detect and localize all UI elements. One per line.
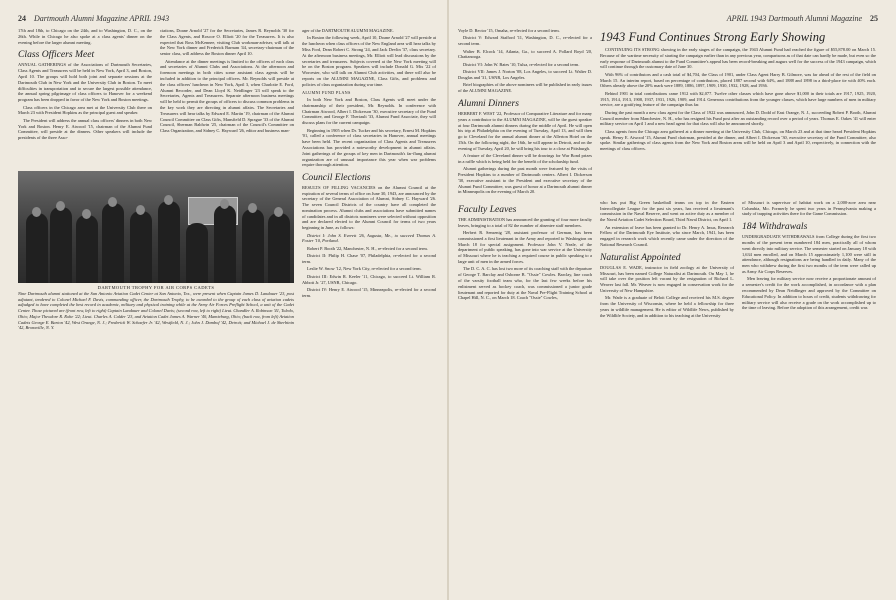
paragraph: District II: Philip H. Chase '07, Philadelphia, re-elected for a second term. (302, 253, 436, 265)
photo-caption-title: DARTMOUTH TROPHY FOR AIR CORPS CADETS (97, 284, 215, 290)
running-head-text-left: Dartmouth Alumni Magazine APRIL 1943 (34, 14, 170, 23)
subheading-alumni-fund-plans: ALUMNI FUND PLANS (302, 89, 351, 95)
paragraph: UNDERGRADUATE WITHDRAWALS from College during the first two months of the present term numbered 184 men, practically all of whom went directly into military service. The semester started on January 18 with 1,634 men enrolled, and on March 15 approximately 1,100 were still in attendance, although resignations are being handled in daily. Many of the men who withdrew during the first two months of the term were called up as Army Air Corps Reserves. (742, 234, 876, 275)
fund-article (600, 28, 876, 197)
paragraph: HERBERT F. WEST '22, Professor of Comparative Literature and for many years a contributor to the ALUMNI MAGAZINE, will be the guest speaker at four Dartmouth alumni dinners during the middle of April. He will open his trip at Philadelphia on the evening of Tuesday, April 13, and will then go to Cleveland for the annual alumni dinner at the Allerton Hotel on the 15th. On the following night, the 16th, he will appear in Detroit, and on the evening of Tuesday, April 20, he will bring his tour to a close at Pittsburgh. (458, 110, 592, 151)
paragraph: Behind 1901 in total contributions came 1912 with $2,077. Twelve other classes which have gone above $1,000 in their totals are 1917, 1925, 1920, 1915, 1914, 1913, 1908, 1937, 1931, 1926, 1909, and 1914. Generous contributions from the younger classes, which have large numbers of men in military service, are a gratifying feature of the campaign thus far. (600, 90, 876, 108)
photo-block (18, 168, 294, 332)
right-col-1 (458, 28, 592, 197)
paragraph: THE ADMINISTRATION has announced the granting of four more faculty leaves, bringing to a total of 82 the number of absentee staff members. (458, 216, 592, 228)
paragraph: Class agents from the Chicago area gathered at a dinner meeting at the University Club, Chicago, on March 23 and at that time heard President Hopkins speak. Henry E. Atwood '15, Alumni Fund chairman, presided at the dinner, and Albert I. Dickerson '30, executive secretary of the Fund Committee, also spoke. Similar gatherings of class agents from the New York and Boston areas will be held on April 3 and April 10, respectively, in connection with the meetings of class officers. (600, 128, 876, 152)
paragraph: District I: John S. Everett '26, Augusta, Me., to succeed Thomas A. Foster '10, Portland. (302, 232, 436, 244)
page-number-right: 25 (870, 14, 878, 23)
right-col-3 (600, 200, 734, 320)
left-col-1 (18, 28, 152, 170)
paragraph: In both New York and Boston, Class Agents will meet under the chairmanship of their president, Mr. Reynolds. In conference with Chairman Atwood, Albert I. Dickerson '30, executive secretary of the Fund Committee, and George F. Theriault '33, Alumni Fund Associate, they will discuss plans for the current campaign. (302, 96, 436, 126)
left-col-3 (302, 28, 436, 170)
faculty-col (458, 200, 592, 320)
paragraph: CONTINUING ITS STRONG showing in the early stages of the campaign, the 1943 Alumni Fund had reached the figure of $55,878.00 on March 15. Because of the wartime necessity of starting the campaign earlier than in any previous year, comparisons as of that date can hardly be made, but even so the early response of Dartmouth alumni to the Fund Committee's appeal has been record-breaking and augurs well for the success of the 1943 campaign, which will continue through the customary date of June 30. (600, 47, 876, 70)
paragraph: Brief biographies of the above nominees will be published in early issues of the ALUMNI MAGAZINE. (458, 82, 592, 94)
paragraph: District III: Edwin R. Keeler '11, Chicago, to succeed Lt. William R. Abbott Jr. '27, USNR, Chicago. (302, 273, 436, 285)
paragraph: With 96% of contributors and a cash total of $4,704, the Class of 1901, under Class Agent Harry B. Gilmore, was far ahead of the rest of the field on March 15. An interim report, based on percentage of contributors, placed 1887 second with 64%, and 1888 and 1898 in a third-place tie with 40% each. Others already above the 20% mark were 1889, 1886, 1897, 1909, 1930, 1932, 1928, and 1936. (600, 71, 876, 89)
paragraph: District VI: John W. Bates '10, Tulsa, re-elected for a second term. (463, 61, 580, 67)
paragraph: A feature of the Cleveland dinner will be drawings for War Bond prizes in a raffle which is being held for the benefit of the scholarship fund. (458, 153, 592, 164)
paragraph: Voyle D. Rector '15, Omaha, re-elected for a second term. (458, 28, 560, 33)
paragraph: Mr. Wade is a graduate of Beloit College and received his M.S. degree from the University of Wisconsin, where he held a fellowship for three years in wildlife management. He is editor of Wildlife News, published by the Wildlife Society, and in addition to his teaching at the University (600, 295, 734, 318)
right-lower (458, 200, 878, 320)
left-col-2 (160, 28, 294, 170)
section-heading-class-officers: Class Officers Meet (18, 49, 95, 61)
paragraph: ciations, Doane Arnold '27 for the Secretaries, James R. Reynolds '30 for the Class Agents, and Roscoe O. Elliott '20 for the Treasurers. It is also expected that Ross McKennee, visiting Club workman-adviser, will talk at the New York dinner and Frederick Barnum '44, secretary-chairman of the senior class, will address the Boston dinner April 10. (160, 28, 294, 57)
paragraph: ager of the DARTMOUTH ALUMNI MAGAZINE. (302, 28, 394, 33)
paragraph: who has put Big Green basketball teams on top in the Eastern Intercollegiate League for the past six years, has received a lieutenant's commission in the Naval Reserve, and went on active duty as a member of the Naval Aviation Cadet Selection Board, Third Naval District, on April 1. (600, 199, 734, 223)
paragraph: Herbert R. Sensenig '28, assistant professor of German, has been commissioned a first lieutenant in the Army and reported to Washington on March 18 for special assignment. Professor John V. Neale, of the department of public speaking, has gone into war service at the University of Missouri where he is teaching a required course in public speaking to a large unit of men in the armed forces. (458, 230, 592, 265)
paragraph: In Boston the following week, April 10, Doane Arnold '27 will preside at the luncheon when class officers of the New England area will hear talks by Miss Ford, Dean Robert C. Strong '24, and Jack Devlin '37, class secretary. At the afternoon business meetings, Mr. Elliott will lead discussions by the secretaries and treasurers. Subjects covered at the New York meeting will be on the Boston program. Speakers will include Donald G. Mix '22 of Worcester, who will talk on Alumni Club activities, and there will also be reports on the ALUMNI MAGAZINE, Class Gifts, and problems and policies of class organization during war time. (302, 35, 436, 87)
council-col (302, 168, 436, 332)
paragraph: During the past month a new class agent for the Class of 1922 was announced, John D. Dodd of East Orange, N. J., succeeding Robert P. Booth, Alumni Council member from Manchester, N. H., who has resigned his Fund post after an outstanding record over a period of years. Thomas E. Oakes '41 will enter military service on April 1 and a new head agent for that class will also be announced shortly. (600, 109, 876, 127)
running-head-right (458, 14, 878, 28)
paragraph: District V: Edward Stafford '11, Washington, D. C., re-elected for a second term. (458, 35, 592, 47)
cadets-photo (18, 171, 294, 283)
paragraph: An extension of leave has been granted to Dr. Henry A. Imus, Research Fellow of the Dartmouth Eye Institute, who since March, 1941, has been engaged in research work which recently came under the direction of the National Research Council. (600, 224, 734, 248)
left-lower (18, 168, 438, 332)
paragraph: Class officers in the Chicago area met at the University Club there on March 23 with President Hopkins as the principal guest and speaker. (18, 104, 152, 116)
paragraph: DOUGLAS E. WADE, instructor in field zoology at the University of Missouri, has been named College Naturalist at Dartmouth. On May 1, he will take over the position left vacant by the resignation of Richard L. Weaver last fall. Mr. Weaver is now engaged in conservation work for the University of New Hampshire. (600, 264, 734, 294)
right-page (448, 0, 896, 600)
photo-caption: Nine Dartmouth alumni stationed at the San Antonio Aviation Cadet Center at San Antonio, Tex., were present when Captain James D. Landauer '23, post adjutant, tendered to Colonel Michael F. Davis, commanding officer, the Dartmouth Trophy, to be awarded to the group of each class of aviation cadets adjudged to have completed the best record in academic, military and physical training while at the Army Air Forces Preflight School, a unit of the Cadet Center. Those pictured are (front row, left to right) Captain Landauer and Colonel Davis; (second row, left to right) Lieut. Chandler A. Robinson '41, Toledo, Ohio; Major Theodore R. Rohe '22; Lieut. Charles A. Calder '23, and Aviation Cadet James A. Warner '40, Mamieburg, Ohio; (back row, from left) Aviation Cadets George E. Barton '42, West Orange, N. J.; Frederick W. Schaefer Jr. '42, Westfield, N. J.; John J. Dambof '42, Detroit; and Michael J. de Sherbinin '42, Bronxville, N. Y. (18, 290, 294, 331)
section-heading-naturalist: Naturalist Appointed (600, 251, 681, 263)
paragraph: District IV: Henry E. Atwood '15, Minneapolis, re-elected for a second term. (302, 287, 436, 298)
paragraph: RESULTS OF FILLING VACANCIES on the Alumni Council at the expiration of several terms of office on June 30, 1943, are announced by the secretary of the General Association of Alumni, Sidney C. Hayward '26. The seven Council Districts of the country have all completed the nomination process. Alumni clubs and associations have submitted names of candidates and in all districts nominees were selected without opposition and are declared elected to the Alumni Council for terms of two years beginning in June, as follows: (302, 184, 436, 231)
left-columns (18, 28, 438, 170)
running-head-text-right: APRIL 1943 Dartmouth Alumni Magazine (726, 14, 862, 23)
section-heading-faculty-leaves: Faculty Leaves (458, 203, 517, 215)
paragraph: Men leaving for military service now receive a proportionate amount of a semester's credit for the work accomplished, in accordance with a plan recommended by Dean Neidlinger and approved by the Committee on Educational Policy. In addition to hours of credit, students withdrawing for military service will also receive a grade on the work accomplished up to the time of leaving. Before the adoption of this arrangement, credit was (742, 276, 876, 311)
paragraph: Robert P. Booth '22, Manchester, N. H., re-elected for a second term. (307, 245, 428, 251)
paragraph: District VII: James J. Norton '08, Los Angeles, to succeed Lt. Walter D. Douglas and '31, USNR, Los Angeles. (458, 69, 592, 80)
paragraph: Walter B. Elcock '14, Atlanta, Ga., to succeed A. Pollard Boyd '20, Chattanooga. (458, 48, 592, 60)
section-heading-withdrawals: 184 Withdrawals (742, 221, 808, 233)
running-head-left (18, 14, 438, 28)
paragraph: of Missouri is supervisor of habitat work on a 2,000-acre area near Columbia, Mo. Formerly he spent two years in Pennsylvania making a study of trapping activities there for the Game Commission. (742, 199, 876, 217)
paragraph: Alumni gatherings during the past month were featured by the visits of President Hopkins to a number of Dartmouth centers. Albert I. Dickerson '30, executive assistant to the President and executive secretary of the Alumni Fund Committee, was guest of honor at a Dartmouth alumni dinner in Minneapolis on the evening of March 20. (458, 166, 592, 195)
right-top (458, 28, 878, 197)
paragraph: Beginning in 1905 when Dr. Tucker and his secretary, Ernest M. Hopkins '01, called a conference of class secretaries in Hanover, annual meetings have been held. The recent organization of Class Agents and Treasurers Associations has provided a noteworthy development in alumni affairs. Joint gatherings of the groups of key men in Dartmouth's far-flung alumni organization are of unusual importance this year when war problems require thorough attention. (302, 127, 436, 168)
headline-fund: 1943 Fund Continues Strong Early Showing (600, 30, 826, 44)
page-number-left: 24 (18, 14, 26, 23)
section-heading-alumni-dinners: Alumni Dinners (458, 97, 520, 109)
paragraph: The D. C. A. C. has lost two more of its coaching staff with the departure of George T. Barclay and Osborne B. "Ossie" Cowles. Barclay, line coach of the varsity football team who, for the last few weeks before his enlistment served as hockey coach, was commissioned a junior grade lieutenant and reported for duty at the Naval Pre-Flight Training School at Chapel Hill, N. C., on March 18. Coach "Ossie" Cowles, (458, 266, 592, 301)
paragraph: Leslie W. Snow '12, New York City, re-elected for a second term. (307, 266, 422, 272)
fund-body (600, 47, 876, 152)
paragraph: 17th and 18th, to Chicago on the 24th, and to Washington, D. C., on the 26th. While in Chicago he also spoke at a class agents' dinner on the evening before the larger alumni meeting. (18, 28, 152, 45)
right-col-4 (742, 200, 876, 320)
section-heading-council-elections: Council Elections (302, 171, 371, 183)
paragraph: ANNUAL GATHERINGS of the Associations of Dartmouth Secretaries, Class Agents and Treasurers will be held in New York, April 3, and Boston, April 10. The groups will hold both joint and separate sessions at the Dartmouth Club in New York and the University Club in Boston. To meet difficulties in transportation and to secure the largest possible attendance, the annual spring pilgrimage of class officers to Hanover for a weekend program has been dropped in favor of the New York and Boston meetings. (18, 62, 152, 103)
paragraph: Attendance at the dinner meetings is limited to the officers of each class and secretaries of Alumni Clubs and Associations. At the afternoon and forenoon meetings in both cities some assistant class agents will be included in addition to the principal officers. Mr. Reynolds will preside at the class officers' luncheon in New York, April 3, when Charlotte E. Ford, Alumni Recorder, and Dean Lloyd K. Neidlinger '23 will speak to the Secretaries, Agents and Treasurers. Separate afternoon business meetings will be held to permit the groups of officers to discuss common problems in the key work they are directing in alumni affairs. The Secretaries and Treasurers will hear talks by Edward E. Martin '19, chairman of the Alumni Council Committee on Class Gifts, Mansfield D. Sprague '33 of the Alumni Council, Sherman Baldwin '25, chairman of the Council's Committee on Class Organization, and Sidney C. Hayward '26, editor and business man- (160, 58, 294, 134)
paragraph: The President will address the annual class officers' dinners in both New York and Boston. Henry E. Atwood '15, chairman of the Alumni Fund Committee, will preside at the dinners. Other speakers will include the presidents of the three Asso- (18, 117, 152, 141)
